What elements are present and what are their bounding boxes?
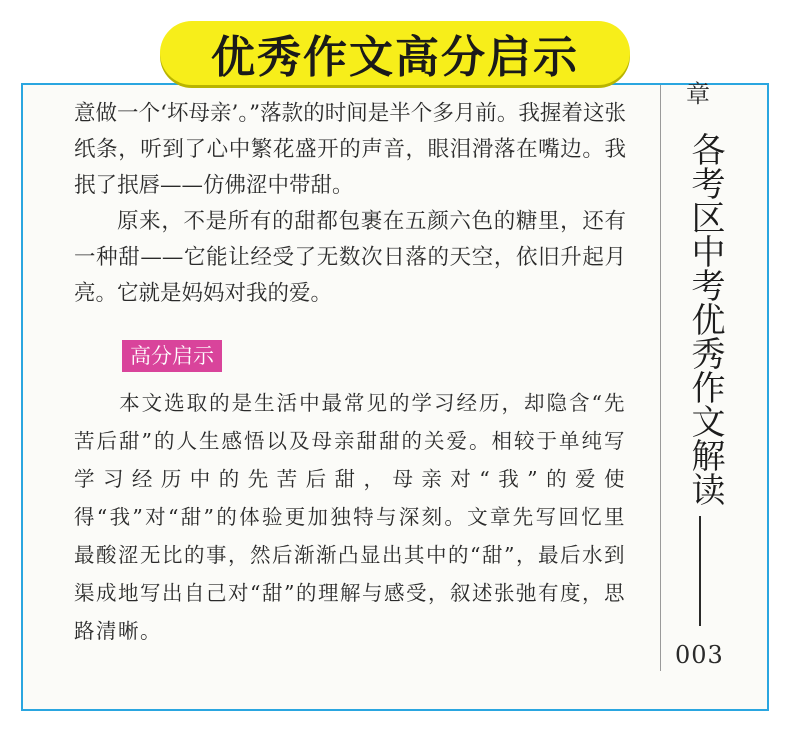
comment-body xyxy=(74,384,626,650)
sidebar-title: 各考区中考优秀作文解读 xyxy=(685,132,725,506)
article-paragraph: 意做一个‘坏母亲’。”落款的时间是半个多月前。我握着这张纸条，听到了心中繁花盛开的声音，眼泪滑落在嘴边。我抿了抿唇——仿佛涩中带甜。 xyxy=(74,101,626,198)
comment-paragraph: 本文选取的是生活中最常见的学习经历，却隐含“先苦后甜”的人生感悟以及母亲甜甜的关爱。相较于单纯写学习经历中的先苦后甜，母亲对“我”的爱使得“我”对“甜”的体验更加独特与深刻。文章先写回忆里最酸涩无比的事，然后渐渐凸显出其中的“甜”，最后水到渠成地写出自己对“甜”的理解与感受，叙述张弛有度，思路清晰。 xyxy=(74,391,626,643)
banner-title: 优秀作文高分启示 xyxy=(211,32,579,83)
article-body xyxy=(74,96,626,312)
page-number: 003 xyxy=(675,641,724,669)
comment-label: 高分启示 xyxy=(122,340,222,372)
title-banner xyxy=(160,21,630,85)
chapter-fragment: 章 xyxy=(686,80,710,108)
sidebar-rule xyxy=(699,516,701,626)
sidebar-divider xyxy=(660,85,661,671)
article-paragraph: 原来，不是所有的甜都包裹在五颜六色的糖里，还有一种甜——它能让经受了无数次日落的天空，依旧升起月亮。它就是妈妈对我的爱。 xyxy=(74,209,626,306)
